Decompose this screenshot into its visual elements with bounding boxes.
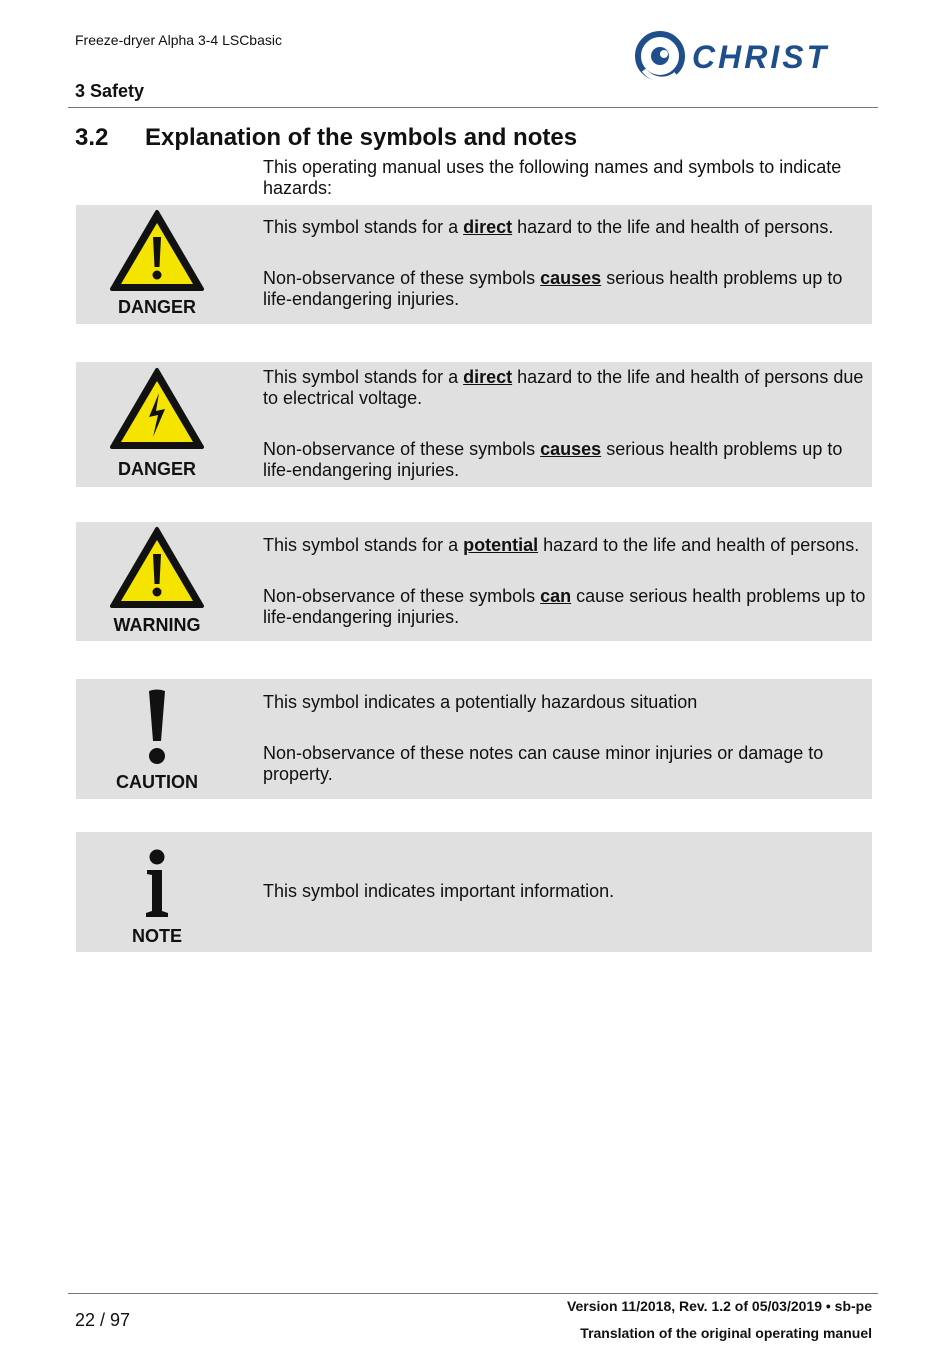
notice-text: hazard to the life and health of persons. (538, 535, 860, 555)
notice-text: Non-observance of these symbols (263, 586, 541, 606)
logo-wordmark: CHRIST (692, 39, 830, 75)
notice-text: This symbol stands for a (263, 367, 464, 387)
page-number: 22 / 97 (75, 1310, 131, 1330)
notice-label: WARNING (113, 615, 201, 635)
exclamation-icon (142, 689, 172, 767)
emphasis: can (540, 586, 572, 606)
notice-danger-electrical (76, 362, 872, 487)
emphasis: direct (463, 367, 513, 387)
christ-logo (634, 30, 874, 82)
heading-title: Explanation of the symbols and notes (145, 124, 578, 151)
document-title: Freeze-dryer Alpha 3-4 LSCbasic (75, 32, 282, 48)
high-voltage-icon (109, 367, 205, 451)
header-divider (68, 107, 878, 108)
emphasis: direct (463, 217, 513, 237)
notice-label: CAUTION (116, 772, 198, 792)
notice-text: Non-observance of these symbols (263, 439, 541, 459)
emphasis: causes (540, 439, 602, 459)
intro-text: This operating manual uses the following names and symbols to indicate hazards: (263, 157, 842, 198)
notice-text: Non-observance of these notes can cause minor injuries or damage to property. (263, 743, 824, 784)
notice-text: Non-observance of these symbols (263, 268, 541, 288)
notice-text: serious health problems up to life-endangering injuries. (263, 268, 843, 309)
notice-text: hazard to the life and health of persons. (512, 217, 834, 237)
emphasis: potential (463, 535, 539, 555)
notice-caution (76, 679, 872, 799)
notice-note (76, 832, 872, 952)
translation-note: Translation of the original operating manuel (580, 1325, 872, 1341)
notice-label: DANGER (117, 297, 196, 317)
heading-number: 3.2 (75, 124, 109, 151)
notice-warning (76, 522, 872, 641)
warning-triangle-icon (109, 209, 205, 293)
notice-label: DANGER (117, 459, 196, 479)
emphasis: causes (540, 268, 602, 288)
info-icon (142, 849, 172, 919)
warning-triangle-icon (109, 526, 205, 610)
notice-danger-general (76, 205, 872, 324)
footer-divider (68, 1293, 878, 1294)
notice-text: This symbol indicates a potentially hazardous situation (263, 692, 698, 712)
notice-text: hazard to the life and health of persons due to electrical voltage. (263, 367, 864, 408)
notice-text: This symbol stands for a (263, 217, 464, 237)
page-heading (75, 124, 577, 152)
version-info: Version 11/2018, Rev. 1.2 of 05/03/2019 • sb-pe (566, 1298, 872, 1314)
notice-text: This symbol indicates important information. (263, 881, 615, 901)
notice-text: This symbol stands for a (263, 535, 464, 555)
notice-label: NOTE (131, 926, 182, 946)
notice-text: cause serious health problems up to life-endangering injuries. (263, 586, 866, 627)
section-label: 3 Safety (75, 81, 145, 101)
notice-text: serious health problems up to life-endangering injuries. (263, 439, 843, 480)
